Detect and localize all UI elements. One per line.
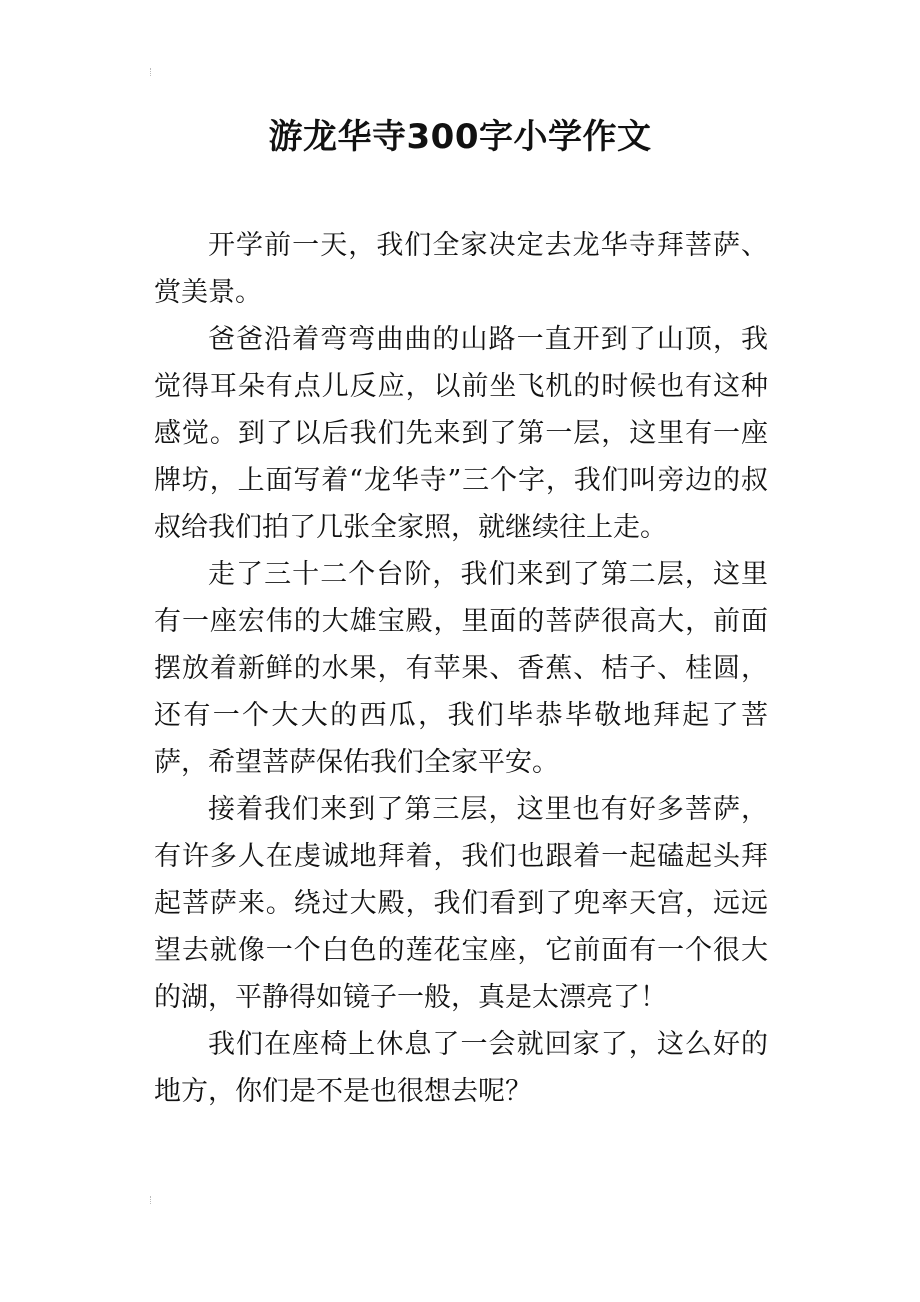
page-corner-mark — [150, 68, 154, 76]
paragraph-1: 开学前一天，我们全家决定去龙华寺拜菩萨、赏美景。 — [154, 230, 768, 308]
page-corner-mark — [150, 1196, 154, 1204]
paragraph-4: 接着我们来到了第三层，这里也有好多菩萨，有许多人在虔诚地拜着，我们也跟着一起磕起头拜起菩萨来。绕过大殿，我们看到了兜率天宫，远远望去就像一个白色的莲花宝座，它前面有一个很大的湖，平静得如镜子一般，真是太漂亮了！ — [154, 794, 768, 1013]
paragraph-2: 爸爸沿着弯弯曲曲的山路一直开到了山顶，我觉得耳朵有点儿反应，以前坐飞机的时候也有这种感觉。到了以后我们先来到了第一层，这里有一座牌坊，上面写着“龙华寺”三个字，我们叫旁边的叔叔给我们拍了几张全家照，就继续往上走。 — [154, 324, 768, 543]
essay-title: 游龙华寺300字小学作文 — [268, 117, 652, 157]
paragraph-5: 我们在座椅上休息了一会就回家了，这么好的地方，你们是不是也很想去呢？ — [154, 1029, 768, 1107]
paragraph-3: 走了三十二个台阶，我们来到了第二层，这里有一座宏伟的大雄宝殿，里面的菩萨很高大，前面摆放着新鲜的水果，有苹果、香蕉、桔子、桂圆，还有一个大大的西瓜，我们毕恭毕敬地拜起了菩萨，希望菩萨保佑我们全家平安。 — [154, 559, 768, 778]
essay-body — [154, 222, 768, 1115]
